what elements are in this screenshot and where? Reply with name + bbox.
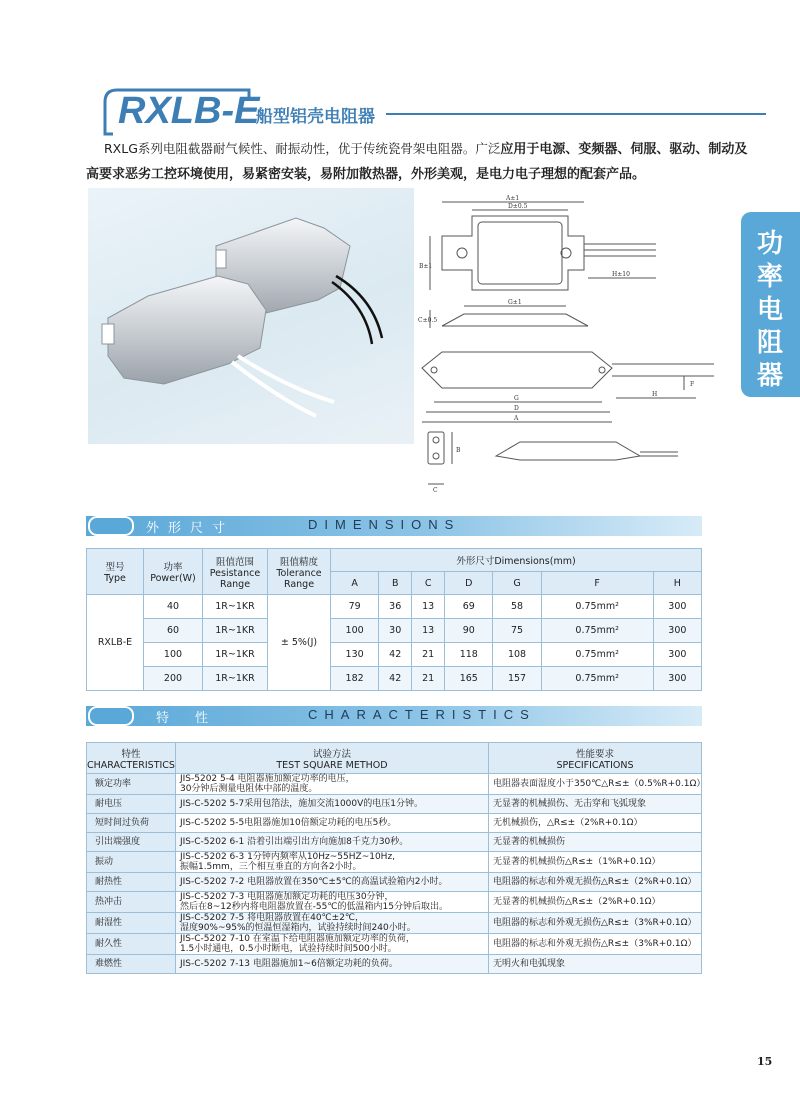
cell: 130	[331, 643, 379, 667]
col-B: B	[379, 572, 412, 595]
cell: 182	[331, 667, 379, 691]
cell: 振动	[87, 852, 176, 873]
dim-label: C±0.5	[418, 317, 438, 324]
intro-line-1	[104, 140, 784, 159]
cell: 0.75mm²	[541, 643, 653, 667]
dim-label: H±10	[612, 271, 630, 278]
cell: 电阻器的标志和外观无损伤△R≤±（3%R+0.1Ω）	[488, 934, 701, 955]
cell: 电阻器表面湿度小于350℃△R≤±（0.5%R+0.1Ω）	[488, 774, 701, 795]
col-characteristic: 特性 CHARACTERISTICS	[87, 743, 176, 774]
tolerance-cell: ± 5%(J)	[268, 595, 331, 691]
cell: 耐电压	[87, 795, 176, 814]
dimensions-title-cn: 外形尺寸	[146, 521, 235, 536]
table-row	[87, 667, 702, 691]
table-row	[87, 774, 702, 795]
cell: 0.75mm²	[541, 667, 653, 691]
cell: 90	[445, 619, 493, 643]
col-C: C	[412, 572, 445, 595]
characteristics-title-cn: 特性	[156, 711, 235, 726]
section-oval-icon	[88, 706, 134, 726]
cell: 58	[493, 595, 541, 619]
product-model-title: RXLB-E	[118, 90, 260, 132]
characteristics-title-en: CHARACTERISTICS	[308, 707, 536, 722]
cell: 难燃性	[87, 955, 176, 974]
table-row	[87, 873, 702, 892]
cell: JIS-C-5202 7-13 电阻器施加1~6倍额定功耗的负荷。	[175, 955, 488, 974]
side-char: 器	[756, 361, 783, 391]
col-tolerance: 阻值精度 Tolerance Range	[268, 549, 331, 595]
cell: JIS-C-5202 7-5 将电阻器放置在40℃±2℃， 湿度90%~95%的恒温恒湿箱内，试验持续时间240小时。	[175, 913, 488, 934]
cell: 1R~1KR	[203, 595, 268, 619]
cell: 无显著的机械损伤、无击穿和飞弧现象	[488, 795, 701, 814]
cell: 200	[144, 667, 203, 691]
table-row	[87, 892, 702, 913]
page-number: 15	[757, 1055, 773, 1068]
cell: 无机械损伤，△R≤±（2%R+0.1Ω）	[488, 814, 701, 833]
cell: 13	[412, 595, 445, 619]
col-A: A	[331, 572, 379, 595]
cell: JIS-C-5202 7-3 电阻器施加额定功耗的电压30分钟， 然后在8~12秒内将电阻器放置在-55℃的低温箱内15分钟后取出。	[175, 892, 488, 913]
technical-drawing	[416, 192, 734, 494]
side-char: 电	[756, 295, 783, 325]
cell: 无显著的机械损伤	[488, 833, 701, 852]
cell: 300	[653, 619, 701, 643]
resistor-photo-illustration	[88, 188, 414, 444]
section-oval-icon	[88, 516, 134, 536]
side-char: 率	[756, 262, 783, 292]
col-D: D	[445, 572, 493, 595]
dimensions-table	[86, 548, 702, 691]
table-row	[87, 619, 702, 643]
cell: 300	[653, 667, 701, 691]
cell: 108	[493, 643, 541, 667]
cell: 引出端强度	[87, 833, 176, 852]
table-row	[87, 833, 702, 852]
cell: 30	[379, 619, 412, 643]
col-G: G	[493, 572, 541, 595]
dim-label: F	[690, 381, 695, 388]
cell: 40	[144, 595, 203, 619]
col-H: H	[653, 572, 701, 595]
cell: 1R~1KR	[203, 643, 268, 667]
cell: 电阻器的标志和外观无损伤△R≤±（3%R+0.1Ω）	[488, 913, 701, 934]
intro-line-2: 高要求恶劣工控环境使用，易紧密安装，易附加散热器，外形美观，是电力电子理想的配套产品。	[86, 167, 646, 182]
product-photo	[88, 188, 414, 444]
cell: 短时间过负荷	[87, 814, 176, 833]
dim-label: G	[514, 395, 519, 402]
table-row	[87, 595, 702, 619]
dim-label: D±0.5	[508, 203, 528, 210]
cell: 耐湿性	[87, 913, 176, 934]
cell: JIS-C-5202 7-10 在室温下给电阻器施加额定功率的负荷， 1.5小时通电，0.5小时断电，试验持续时间500小时。	[175, 934, 488, 955]
cell: 100	[331, 619, 379, 643]
cell: JIS-C-5202 6-3 1分钟内频率从10Hz~55HZ~10Hz, 振幅1.5mm，三个相互垂直的方向各2小时。	[175, 852, 488, 873]
dim-label: G±1	[508, 299, 522, 306]
cell: 1R~1KR	[203, 667, 268, 691]
table-row	[87, 643, 702, 667]
col-specifications: 性能要求 SPECIFICATIONS	[488, 743, 701, 774]
title-rule	[386, 113, 766, 115]
cell: 21	[412, 643, 445, 667]
dim-label: D	[514, 405, 519, 412]
dim-label: B±1	[419, 263, 433, 270]
col-test-method: 试验方法 TEST SQUARE METHOD	[175, 743, 488, 774]
model-cell: RXLB-E	[87, 595, 144, 691]
cell: 耐热性	[87, 873, 176, 892]
cell: 21	[412, 667, 445, 691]
table-row	[87, 814, 702, 833]
cell: 75	[493, 619, 541, 643]
dimensions-title-en: DIMENSIONS	[308, 517, 461, 532]
product-subtitle: 船型铝壳电阻器	[256, 107, 375, 127]
cell: 热冲击	[87, 892, 176, 913]
cell: 79	[331, 595, 379, 619]
cell: 165	[445, 667, 493, 691]
cell: 13	[412, 619, 445, 643]
col-dimensions: 外形尺寸Dimensions(mm)	[331, 549, 702, 572]
cell: 118	[445, 643, 493, 667]
cell: 100	[144, 643, 203, 667]
cell: 42	[379, 667, 412, 691]
cell: 69	[445, 595, 493, 619]
cell: 无明火和电弧现象	[488, 955, 701, 974]
cell: 42	[379, 643, 412, 667]
col-F: F	[541, 572, 653, 595]
cell: 1R~1KR	[203, 619, 268, 643]
characteristics-table	[86, 742, 706, 974]
dim-label: A±1	[506, 195, 520, 202]
cell: JIS-5202 5-4 电阻器施加额定功率的电压， 30分钟后测量电阻体中部的温度。	[175, 774, 488, 795]
dim-label: B	[456, 447, 461, 454]
cell: JIS-C-5202 5-7采用包箔法，施加交流1000V的电压1分钟。	[175, 795, 488, 814]
cell: 157	[493, 667, 541, 691]
table-row	[87, 934, 702, 955]
table-row	[87, 913, 702, 934]
cell: 0.75mm²	[541, 619, 653, 643]
cell: 0.75mm²	[541, 595, 653, 619]
cell: 300	[653, 643, 701, 667]
dim-label: H	[652, 391, 658, 398]
cell: JIS-C-5202 5-5电阻器施加10倍额定功耗的电压5秒。	[175, 814, 488, 833]
cell: 耐久性	[87, 934, 176, 955]
col-power: 功率 Power(W)	[144, 549, 203, 595]
col-range: 阻值范围 Pesistance Range	[203, 549, 268, 595]
cell: 60	[144, 619, 203, 643]
cell: 300	[653, 595, 701, 619]
dim-label: A	[514, 415, 519, 422]
cell: 额定功率	[87, 774, 176, 795]
col-type: 型号 Type	[87, 549, 144, 595]
cell: 电阻器的标志和外观无损伤△R≤±（2%R+0.1Ω）	[488, 873, 701, 892]
category-side-text	[748, 228, 792, 393]
cell: 36	[379, 595, 412, 619]
cell: 无显著的机械损伤△R≤±（1%R+0.1Ω）	[488, 852, 701, 873]
table-row	[87, 852, 702, 873]
dim-label: C	[433, 487, 438, 494]
cell: JIS-C-5202 6-1 沿着引出端引出方向施加8千克力30秒。	[175, 833, 488, 852]
side-char: 功	[756, 229, 783, 259]
cell: 无显著的机械损伤△R≤±（2%R+0.1Ω）	[488, 892, 701, 913]
intro-line-1b: 应用于电源、变频器、伺服、驱动、制动及	[500, 142, 748, 157]
table-row	[87, 795, 702, 814]
side-char: 阻	[756, 328, 783, 358]
table-row	[87, 955, 702, 974]
intro-line-1a: RXLG系列电阻截器耐气候性、耐振动性，优于传统瓷骨架电阻器。广泛	[104, 141, 501, 156]
cell: JIS-C-5202 7-2 电阻器放置在350℃±5℃的高温试验箱内2小时。	[175, 873, 488, 892]
